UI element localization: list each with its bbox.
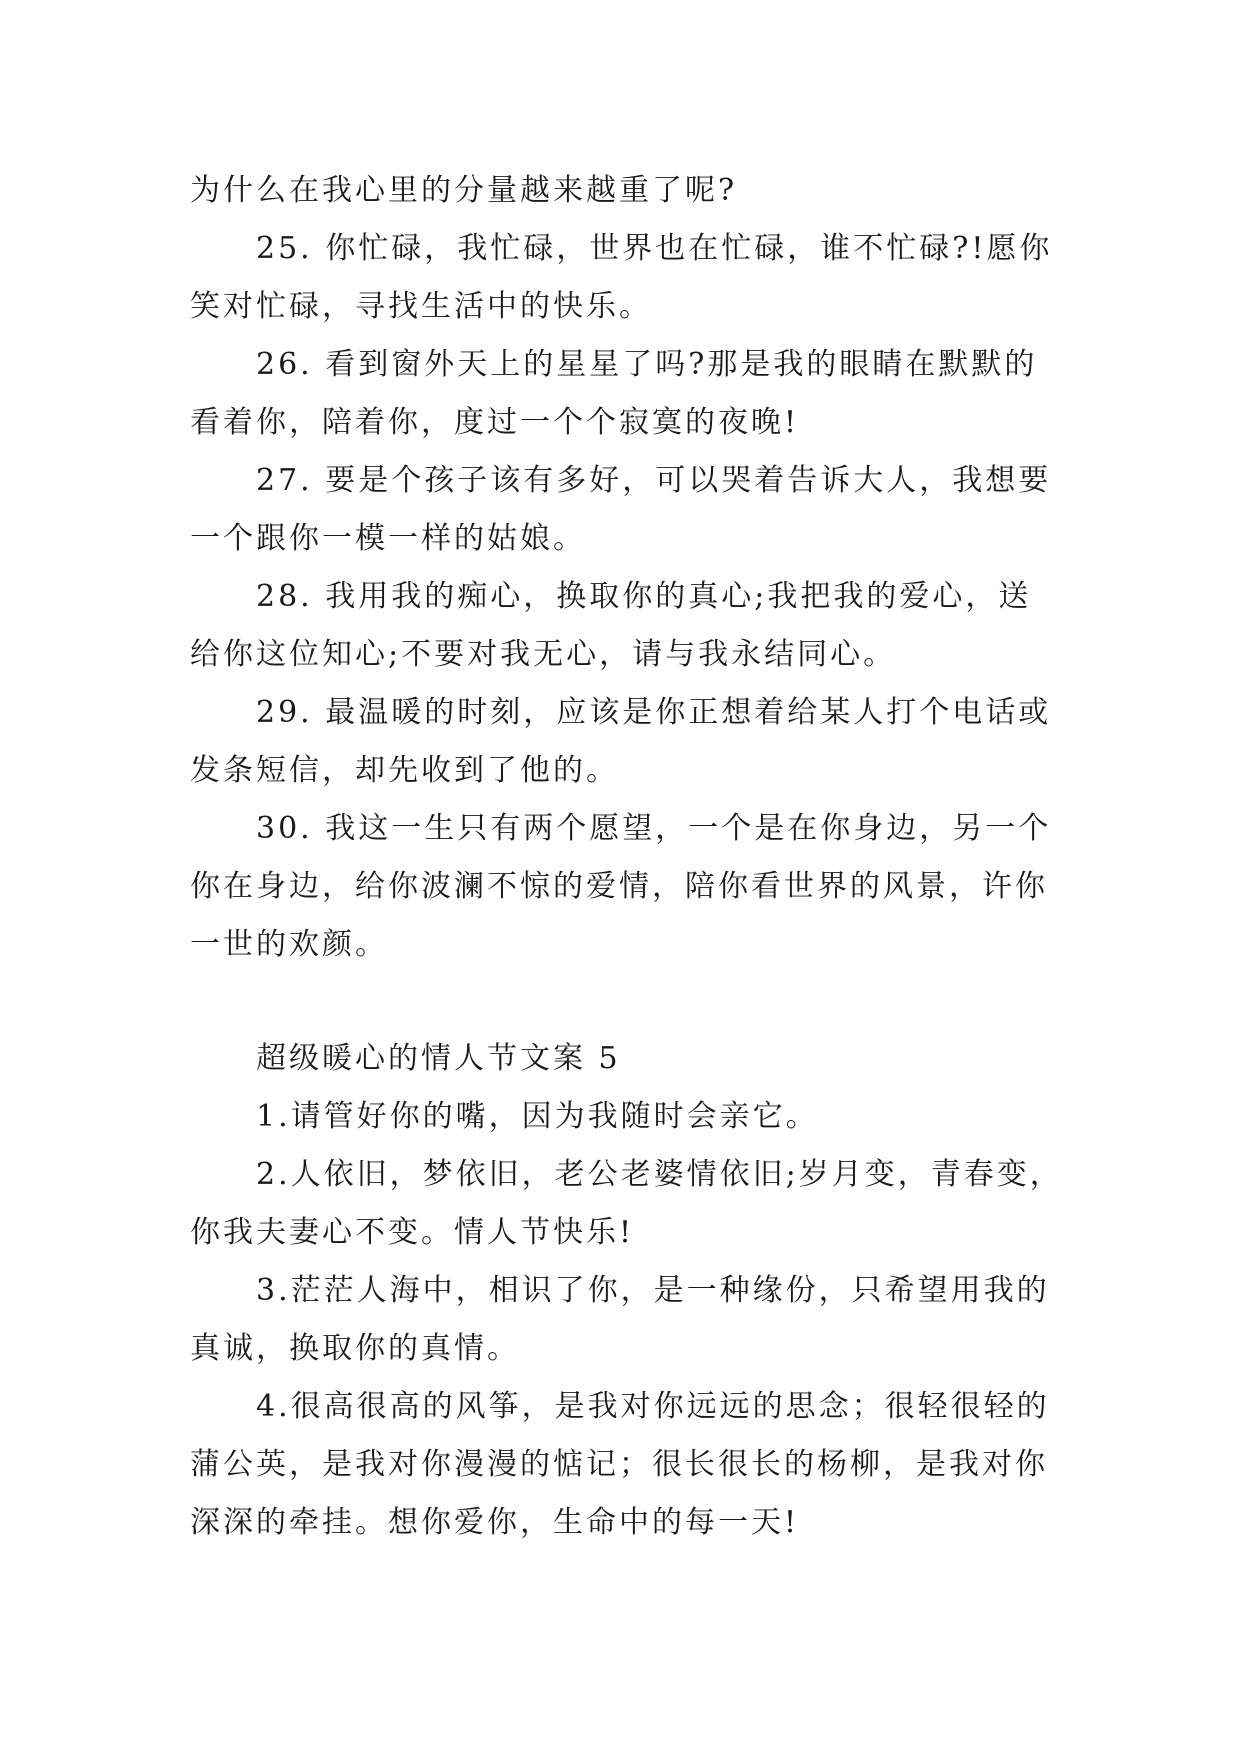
item-3 xyxy=(190,1262,1056,1378)
item-line: 你我夫妻心不变。情人节快乐! xyxy=(190,1215,635,1250)
item-line: 你在身边，给你波澜不惊的爱情，陪你看世界的风景，许你 xyxy=(190,869,1048,904)
item-28 xyxy=(190,568,1056,684)
item-4 xyxy=(190,1378,1056,1552)
document-page xyxy=(190,162,1063,1552)
item-line: 3.茫茫人海中，相识了你，是一种缘份，只希望用我的 xyxy=(256,1273,1050,1308)
item-line: 真诚，换取你的真情。 xyxy=(190,1331,520,1366)
item-line: 25. 你忙碌，我忙碌，世界也在忙碌，谁不忙碌?!愿你 xyxy=(256,231,1053,266)
item-line: 30. 我这一生只有两个愿望，一个是在你身边，另一个 xyxy=(256,811,1052,846)
item-line: 笑对忙碌，寻找生活中的快乐。 xyxy=(190,289,652,324)
item-line: 发条短信，却先收到了他的。 xyxy=(190,753,619,788)
item-27 xyxy=(190,452,1056,568)
item-line: 一个跟你一模一样的姑娘。 xyxy=(190,521,586,556)
item-line: 一世的欢颜。 xyxy=(190,927,388,962)
item-line: 给你这位知心;不要对我无心，请与我永结同心。 xyxy=(190,637,897,672)
item-line: 27. 要是个孩子该有多好，可以哭着告诉大人，我想要 xyxy=(256,463,1052,498)
section-title: 超级暖心的情人节文案 5 xyxy=(256,1041,621,1076)
item-1 xyxy=(190,1088,1056,1146)
item-line: 2.人依旧，梦依旧，老公老婆情依旧;岁月变，青春变， xyxy=(256,1157,1063,1192)
item-30 xyxy=(190,800,1056,974)
item-25 xyxy=(190,220,1056,336)
item-line: 28. 我用我的痴心，换取你的真心;我把我的爱心，送 xyxy=(256,579,1032,614)
item-line: 4.很高很高的风筝，是我对你远远的思念；很轻很轻的 xyxy=(256,1389,1050,1424)
continuation-line: 为什么在我心里的分量越来越重了呢? xyxy=(190,173,738,208)
item-line: 26. 看到窗外天上的星星了吗?那是我的眼睛在默默的 xyxy=(256,347,1038,382)
item-line: 1.请管好你的嘴，因为我随时会亲它。 xyxy=(256,1099,819,1134)
item-29 xyxy=(190,684,1056,800)
item-line: 看着你，陪着你，度过一个个寂寞的夜晚! xyxy=(190,405,800,440)
item-line: 29. 最温暖的时刻，应该是你正想着给某人打个电话或 xyxy=(256,695,1052,730)
section-spacer xyxy=(190,974,1056,1030)
item-line: 蒲公英，是我对你漫漫的惦记；很长很长的杨柳，是我对你 xyxy=(190,1447,1048,1482)
item-26 xyxy=(190,336,1056,452)
item-line: 深深的牵挂。想你爱你，生命中的每一天! xyxy=(190,1505,800,1540)
item-2 xyxy=(190,1146,1063,1262)
